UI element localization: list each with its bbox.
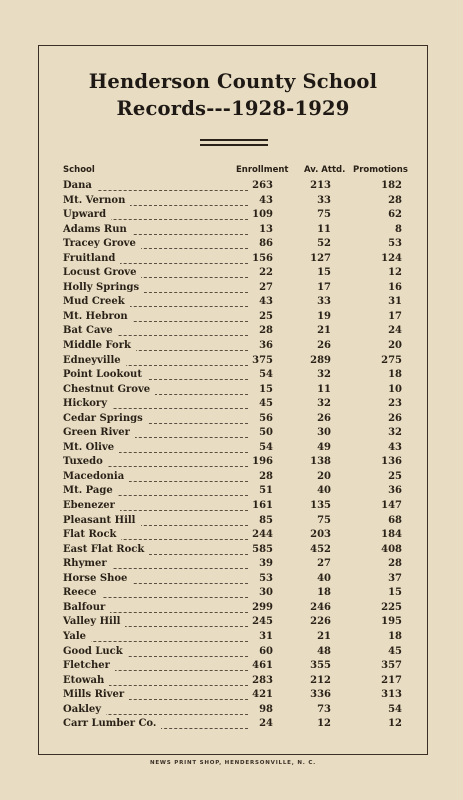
- table-row: [63, 630, 413, 645]
- school-name: Carr Lumber Co.: [63, 717, 161, 731]
- title-line-1: Henderson County School: [88, 70, 378, 93]
- attendance-value: 75: [317, 209, 331, 221]
- promotions-value: 147: [381, 500, 402, 512]
- enrollment-value: 299: [252, 601, 273, 613]
- attendance-value: 32: [317, 398, 331, 410]
- school-name: Rhymer: [63, 557, 112, 571]
- table-row: [63, 557, 413, 572]
- promotions-value: 23: [388, 398, 402, 410]
- table-row: [63, 223, 413, 238]
- promotions-value: 136: [381, 456, 402, 468]
- promotions-value: 54: [388, 703, 402, 715]
- attendance-value: 452: [310, 543, 331, 555]
- attendance-value: 21: [317, 630, 331, 642]
- enrollment-value: 283: [252, 674, 273, 686]
- enrollment-value: 54: [259, 441, 273, 453]
- enrollment-value: 51: [259, 485, 273, 497]
- attendance-value: 33: [317, 194, 331, 206]
- enrollment-value: 85: [259, 514, 273, 526]
- enrollment-value: 60: [259, 645, 273, 657]
- enrollment-value: 25: [259, 310, 273, 322]
- promotions-value: 15: [388, 587, 402, 599]
- table-row: [63, 572, 413, 587]
- table-row: [63, 674, 413, 689]
- promotions-value: 275: [381, 354, 402, 366]
- printer-credit: NEWS PRINT SHOP, HENDERSONVILLE, N. C.: [149, 760, 317, 766]
- table-row: [63, 412, 413, 427]
- enrollment-value: 53: [259, 572, 273, 584]
- school-name: Bat Cave: [63, 324, 118, 338]
- promotions-value: 313: [381, 689, 402, 701]
- promotions-value: 217: [381, 674, 402, 686]
- enrollment-value: 13: [259, 223, 273, 235]
- table-row: [63, 397, 413, 412]
- school-name: Mt. Hebron: [63, 310, 133, 324]
- enrollment-value: 15: [259, 383, 273, 395]
- attendance-value: 75: [317, 514, 331, 526]
- attendance-value: 11: [317, 223, 331, 235]
- enrollment-value: 156: [252, 252, 273, 264]
- table-row: [63, 354, 413, 369]
- table-row: [63, 252, 413, 267]
- attendance-value: 226: [310, 616, 331, 628]
- school-name: Green River: [63, 426, 135, 440]
- enrollment-value: 43: [259, 296, 273, 308]
- enrollment-value: 30: [259, 587, 273, 599]
- promotions-value: 8: [395, 223, 402, 235]
- school-name: Locust Grove: [63, 266, 141, 280]
- enrollment-value: 244: [252, 529, 273, 541]
- enrollment-value: 43: [259, 194, 273, 206]
- promotions-value: 182: [381, 180, 402, 191]
- table-row: [63, 266, 413, 281]
- school-name: Upward: [63, 208, 111, 222]
- table-row: [63, 615, 413, 630]
- promotions-value: 62: [388, 209, 402, 221]
- header-school: School: [63, 165, 95, 175]
- promotions-value: 18: [388, 369, 402, 381]
- enrollment-value: 27: [259, 281, 273, 293]
- promotions-value: 31: [388, 296, 402, 308]
- attendance-value: 48: [317, 645, 331, 657]
- attendance-value: 26: [317, 340, 331, 352]
- attendance-value: 12: [317, 718, 331, 730]
- school-name: Holly Springs: [63, 281, 144, 295]
- enrollment-value: 196: [252, 456, 273, 468]
- school-name: Mt. Olive: [63, 441, 119, 455]
- school-name: Edneyville: [63, 354, 126, 368]
- table-row: [63, 339, 413, 354]
- school-name: Tuxedo: [63, 455, 108, 469]
- promotions-value: 12: [388, 718, 402, 730]
- attendance-value: 33: [317, 296, 331, 308]
- header-promotions: Promotions: [353, 165, 408, 175]
- table-header: [63, 165, 413, 179]
- promotions-value: 16: [388, 281, 402, 293]
- table-row: [63, 295, 413, 310]
- enrollment-value: 45: [259, 398, 273, 410]
- school-name: East Flat Rock: [63, 543, 149, 557]
- table-row: [63, 368, 413, 383]
- school-name: Cedar Springs: [63, 412, 148, 426]
- school-name: Macedonia: [63, 470, 129, 484]
- attendance-value: 73: [317, 703, 331, 715]
- promotions-value: 68: [388, 514, 402, 526]
- school-table: [63, 179, 413, 732]
- school-name: Pleasant Hill: [63, 514, 141, 528]
- promotions-value: 37: [388, 572, 402, 584]
- enrollment-value: 109: [252, 209, 273, 221]
- promotions-value: 53: [388, 238, 402, 250]
- attendance-value: 40: [317, 485, 331, 497]
- promotions-value: 28: [388, 194, 402, 206]
- table-row: [63, 528, 413, 543]
- promotions-value: 26: [388, 412, 402, 424]
- enrollment-value: 98: [259, 703, 273, 715]
- promotions-value: 18: [388, 630, 402, 642]
- school-name: Reece: [63, 586, 102, 600]
- table-row: [63, 324, 413, 339]
- school-name: Hickory: [63, 397, 112, 411]
- attendance-value: 246: [310, 601, 331, 613]
- table-row: [63, 717, 413, 732]
- table-row: [63, 514, 413, 529]
- school-name: Mud Creek: [63, 295, 130, 309]
- attendance-value: 20: [317, 470, 331, 482]
- enrollment-value: 585: [252, 543, 273, 555]
- table-row: [63, 179, 413, 194]
- table-row: [63, 194, 413, 209]
- table-row: [63, 455, 413, 470]
- table-row: [63, 426, 413, 441]
- attendance-value: 30: [317, 427, 331, 439]
- table-row: [63, 688, 413, 703]
- enrollment-value: 54: [259, 369, 273, 381]
- attendance-value: 27: [317, 558, 331, 570]
- table-row: [63, 645, 413, 660]
- enrollment-value: 28: [259, 325, 273, 337]
- school-name: Yale: [63, 630, 91, 644]
- attendance-value: 21: [317, 325, 331, 337]
- school-name: Dana: [63, 179, 97, 193]
- promotions-value: 45: [388, 645, 402, 657]
- attendance-value: 15: [317, 267, 331, 279]
- enrollment-value: 24: [259, 718, 273, 730]
- table-row: [63, 470, 413, 485]
- enrollment-value: 263: [252, 180, 273, 191]
- attendance-value: 203: [310, 529, 331, 541]
- school-name: Valley Hill: [63, 615, 125, 629]
- table-row: [63, 310, 413, 325]
- header-enrollment: Enrollment: [236, 165, 289, 175]
- attendance-value: 127: [310, 252, 331, 264]
- enrollment-value: 86: [259, 238, 273, 250]
- table-row: [63, 441, 413, 456]
- school-name: Ebenezer: [63, 499, 120, 513]
- attendance-value: 32: [317, 369, 331, 381]
- school-name: Etowah: [63, 674, 109, 688]
- enrollment-value: 28: [259, 470, 273, 482]
- attendance-value: 355: [310, 660, 331, 672]
- attendance-value: 213: [310, 180, 331, 191]
- attendance-value: 52: [317, 238, 331, 250]
- attendance-value: 17: [317, 281, 331, 293]
- promotions-value: 357: [381, 660, 402, 672]
- table-row: [63, 237, 413, 252]
- attendance-value: 11: [317, 383, 331, 395]
- enrollment-value: 50: [259, 427, 273, 439]
- school-name: Tracey Grove: [63, 237, 141, 251]
- school-name: Flat Rock: [63, 528, 121, 542]
- school-name: Mt. Vernon: [63, 194, 130, 208]
- attendance-value: 138: [310, 456, 331, 468]
- table-row: [63, 601, 413, 616]
- enrollment-value: 161: [252, 500, 273, 512]
- table-row: [63, 281, 413, 296]
- promotions-value: 32: [388, 427, 402, 439]
- promotions-value: 36: [388, 485, 402, 497]
- table-row: [63, 659, 413, 674]
- school-name: Balfour: [63, 601, 110, 615]
- enrollment-value: 39: [259, 558, 273, 570]
- school-name: Horse Shoe: [63, 572, 132, 586]
- enrollment-value: 22: [259, 267, 273, 279]
- attendance-value: 336: [310, 689, 331, 701]
- school-name: Mt. Page: [63, 484, 118, 498]
- school-name: Middle Fork: [63, 339, 136, 353]
- attendance-value: 19: [317, 310, 331, 322]
- promotions-value: 408: [381, 543, 402, 555]
- table-row: [63, 499, 413, 514]
- header-attendance: Av. Attd.: [304, 165, 346, 175]
- school-name: Oakley: [63, 703, 106, 717]
- enrollment-value: 461: [252, 660, 273, 672]
- table-row: [63, 484, 413, 499]
- title-rule-top: [200, 139, 268, 141]
- table-row: [63, 586, 413, 601]
- table-row: [63, 703, 413, 718]
- promotions-value: 17: [388, 310, 402, 322]
- school-name: Mills River: [63, 688, 129, 702]
- enrollment-value: 56: [259, 412, 273, 424]
- promotions-value: 225: [381, 601, 402, 613]
- school-name: Chestnut Grove: [63, 383, 155, 397]
- enrollment-value: 375: [252, 354, 273, 366]
- table-row: [63, 543, 413, 558]
- promotions-value: 184: [381, 529, 402, 541]
- school-name: Fruitland: [63, 252, 120, 266]
- document-title: [38, 68, 428, 122]
- school-name: Adams Run: [63, 223, 132, 237]
- promotions-value: 195: [381, 616, 402, 628]
- attendance-value: 49: [317, 441, 331, 453]
- promotions-value: 24: [388, 325, 402, 337]
- enrollment-value: 31: [259, 630, 273, 642]
- enrollment-value: 421: [252, 689, 273, 701]
- promotions-value: 43: [388, 441, 402, 453]
- title-line-2: Records---1928-1929: [116, 97, 350, 120]
- school-name: Point Lookout: [63, 368, 147, 382]
- attendance-value: 26: [317, 412, 331, 424]
- promotions-value: 10: [388, 383, 402, 395]
- promotions-value: 12: [388, 267, 402, 279]
- promotions-value: 28: [388, 558, 402, 570]
- attendance-value: 289: [310, 354, 331, 366]
- promotions-value: 20: [388, 340, 402, 352]
- attendance-value: 40: [317, 572, 331, 584]
- attendance-value: 18: [317, 587, 331, 599]
- attendance-value: 212: [310, 674, 331, 686]
- table-row: [63, 383, 413, 398]
- school-name: Good Luck: [63, 645, 128, 659]
- attendance-value: 135: [310, 500, 331, 512]
- promotions-value: 25: [388, 470, 402, 482]
- enrollment-value: 245: [252, 616, 273, 628]
- title-rule-bottom: [200, 144, 268, 146]
- table-row: [63, 208, 413, 223]
- school-name: Fletcher: [63, 659, 115, 673]
- enrollment-value: 36: [259, 340, 273, 352]
- promotions-value: 124: [381, 252, 402, 264]
